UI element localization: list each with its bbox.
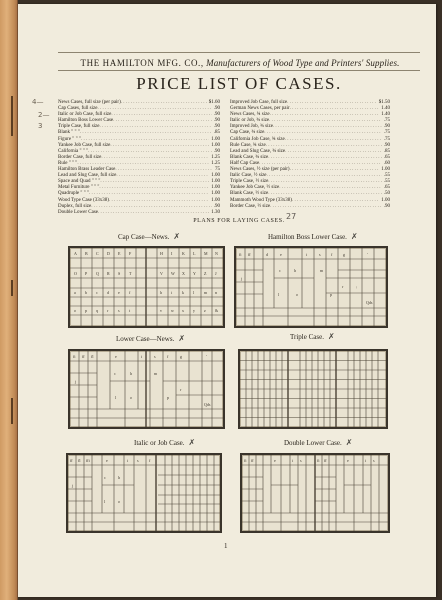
lower-case-grid xyxy=(70,351,223,427)
price-list-right xyxy=(230,100,390,210)
svg-text:g: g xyxy=(343,252,345,257)
svg-text:I: I xyxy=(171,251,173,256)
svg-text:i: i xyxy=(171,290,173,295)
svg-text:r: r xyxy=(107,308,109,313)
price-item-name: Cap Cases, full size xyxy=(58,106,98,112)
price-item-name: Italic or Job Case, full size xyxy=(58,112,112,118)
svg-text:h: h xyxy=(294,268,296,273)
boss-lower-case-diagram xyxy=(234,246,388,328)
lower-case-diagram xyxy=(68,349,225,429)
price-item-price: 1.25 xyxy=(211,154,220,160)
svg-text:h: h xyxy=(118,475,120,480)
check-mark: ✗ xyxy=(188,438,196,447)
svg-text:l: l xyxy=(193,290,195,295)
double-lower-case-diagram xyxy=(240,453,390,533)
leader-dots xyxy=(98,210,209,216)
price-item-name: Improved Job, ¾ size xyxy=(230,124,273,130)
svg-text:;: ; xyxy=(356,284,358,289)
svg-text:Q: Q xyxy=(96,271,99,276)
svg-text:r: r xyxy=(342,284,344,289)
svg-text:f: f xyxy=(331,252,333,257)
case-label-cap: Cap Case—News. ✗ xyxy=(118,232,181,241)
svg-text:ffi: ffi xyxy=(86,458,90,463)
margin-note: 4— xyxy=(32,98,44,106)
svg-text:e: e xyxy=(274,458,276,463)
price-row xyxy=(58,210,220,216)
price-item-name: Quadruple " " " xyxy=(58,191,89,197)
catalog-page xyxy=(18,4,436,597)
price-item-price: 1.40 xyxy=(381,106,390,112)
svg-text:i: i xyxy=(141,354,143,359)
price-item-price: .85 xyxy=(213,130,220,136)
price-item-price: .90 xyxy=(213,124,220,130)
price-item-price: .90 xyxy=(213,203,220,209)
page-title: PRICE LIST OF CASES. xyxy=(136,74,342,93)
svg-text:s: s xyxy=(137,458,139,463)
price-item-name: Blank Case, ¾ size xyxy=(230,154,269,160)
svg-text:fi: fi xyxy=(239,252,242,257)
svg-text:fl: fl xyxy=(78,458,81,463)
price-item-name: Yankee Job Case, ½ size xyxy=(230,185,280,191)
svg-text:p: p xyxy=(330,292,332,297)
svg-text:a: a xyxy=(74,290,76,295)
svg-text:t: t xyxy=(129,308,131,313)
svg-text:j: j xyxy=(241,276,243,281)
svg-text:l: l xyxy=(115,395,117,400)
svg-text:Qds: Qds xyxy=(204,402,211,407)
price-item-name: Duplex, full size xyxy=(58,203,92,209)
svg-text:x: x xyxy=(182,308,184,313)
svg-text:h: h xyxy=(130,371,132,376)
svg-text:ff: ff xyxy=(251,458,254,463)
case-label-lower: Lower Case—News. ✗ xyxy=(116,334,186,343)
price-list-left xyxy=(58,100,220,216)
margin-note: 2— xyxy=(38,111,50,119)
svg-text:l: l xyxy=(278,292,280,297)
svg-text:': ' xyxy=(206,354,207,359)
svg-text:j: j xyxy=(72,483,74,488)
svg-text:c: c xyxy=(96,290,98,295)
italic-case-grid xyxy=(68,455,220,531)
price-item-price: .85 xyxy=(383,148,390,154)
price-item-name: Cap Case, ¾ size xyxy=(230,130,265,136)
price-item-price: 1.00 xyxy=(211,179,220,185)
double-lower-case-grid xyxy=(242,455,388,531)
svg-text:W: W xyxy=(171,271,175,276)
svg-text:b: b xyxy=(85,290,87,295)
price-item-price: .90 xyxy=(383,203,390,209)
price-item-name: Hamilton Brass Leader Case xyxy=(58,167,116,173)
price-item-name: Border Case, ½ size xyxy=(230,203,271,209)
svg-text:B: B xyxy=(85,251,88,256)
svg-text:fi: fi xyxy=(317,458,320,463)
price-item-name: Hamilton Boss Lower Case xyxy=(58,118,114,124)
binding-stitch xyxy=(11,96,13,136)
price-item-name: News Cases, full size (per pair) xyxy=(58,100,121,105)
price-item-price: 1.00 xyxy=(381,197,390,203)
price-item-name: Border Case, full size xyxy=(58,154,102,160)
svg-text:j: j xyxy=(75,379,77,384)
price-item-name: Triple Case, full size xyxy=(58,124,100,130)
svg-text:e: e xyxy=(118,290,120,295)
svg-text:S: S xyxy=(118,271,121,276)
svg-text:ff: ff xyxy=(70,458,73,463)
svg-text:T: T xyxy=(129,271,132,276)
svg-text:fi: fi xyxy=(73,354,76,359)
price-item-name: Improved Job Case, full size xyxy=(230,100,288,105)
cap-case-diagram xyxy=(68,246,225,328)
svg-text:m: m xyxy=(154,371,158,376)
triple-case-diagram xyxy=(238,349,388,429)
case-label-boss: Hamilton Boss Lower Case. ✗ xyxy=(268,232,358,241)
price-item-name: California " " " xyxy=(58,148,89,154)
svg-text:w: w xyxy=(171,308,174,313)
price-item-price: 1.00 xyxy=(211,142,220,148)
svg-text:L: L xyxy=(193,251,196,256)
svg-text:ff: ff xyxy=(248,252,251,257)
svg-text:P: P xyxy=(85,271,88,276)
check-mark: ✗ xyxy=(350,232,358,241)
price-item-price: 1.25 xyxy=(211,160,220,166)
check-mark: ✗ xyxy=(173,232,181,241)
boss-case-grid xyxy=(236,248,386,326)
price-item-price: .55 xyxy=(383,173,390,179)
svg-text:m: m xyxy=(204,290,208,295)
svg-text:q: q xyxy=(96,308,98,313)
binding-stitch xyxy=(11,280,13,296)
price-item-price: .90 xyxy=(213,118,220,124)
price-item-price: 1.00 xyxy=(211,197,220,203)
svg-text:fi: fi xyxy=(244,458,247,463)
svg-text:e: e xyxy=(280,252,282,257)
svg-text:c: c xyxy=(114,371,116,376)
case-label-double: Double Lower Case. ✗ xyxy=(284,438,353,447)
case-label-italic: Italic or Job Case. ✗ xyxy=(134,438,196,447)
price-item-price: .90 xyxy=(383,142,390,148)
price-item-price: 1.00 xyxy=(211,191,220,197)
svg-text:O: O xyxy=(74,271,77,276)
svg-text:A: A xyxy=(74,251,77,256)
price-item-name: Half Cap Case xyxy=(230,160,260,166)
price-item-name: Blank " " " xyxy=(58,130,80,136)
price-item-price: 75 xyxy=(215,167,220,173)
svg-text:c: c xyxy=(104,475,106,480)
price-item-name: News Cases, ¾ size xyxy=(230,112,270,118)
price-item-price: $1.60 xyxy=(208,100,220,105)
svg-text:ff: ff xyxy=(324,458,327,463)
check-mark: ✗ xyxy=(327,332,335,341)
price-item-name: German News Cases, per pair xyxy=(230,106,290,112)
price-row xyxy=(230,204,390,210)
cap-case-grid xyxy=(70,248,223,326)
price-item-name: News Cases, ½ size (per pair) xyxy=(230,167,290,173)
svg-text:k: k xyxy=(182,290,184,295)
price-item-name: Wood Type Case (33x38) xyxy=(58,197,109,203)
price-item-name: Space and Quad " " " xyxy=(58,179,101,185)
svg-text:V: V xyxy=(160,271,163,276)
leader-dots xyxy=(270,204,382,210)
header-top-rule xyxy=(58,52,420,53)
svg-text:p: p xyxy=(167,395,169,400)
price-item-price: .75 xyxy=(383,130,390,136)
svg-text:f: f xyxy=(149,458,151,463)
binding-stitch xyxy=(11,398,13,424)
price-item-name: Mammoth Wood Type (33x38) xyxy=(230,197,292,203)
svg-text:ff: ff xyxy=(82,354,85,359)
price-item-name: Italic Case, ½ size xyxy=(230,173,267,179)
svg-text:z: z xyxy=(204,308,206,313)
svg-text:m: m xyxy=(320,268,324,273)
price-item-price: $1.50 xyxy=(378,100,390,105)
price-item-name: Rule " " " xyxy=(58,160,78,166)
svg-text:D: D xyxy=(107,251,110,256)
svg-text:e: e xyxy=(115,354,117,359)
price-item-name: Italic or Job, ¾ size xyxy=(230,118,270,124)
price-item-price: 1.00 xyxy=(211,185,220,191)
price-item-price: .65 xyxy=(383,154,390,160)
svg-text:s: s xyxy=(300,458,302,463)
svg-text:d: d xyxy=(266,252,268,257)
book-binding xyxy=(0,0,18,600)
margin-note: 3 xyxy=(38,122,43,130)
triple-case-grid xyxy=(240,351,386,427)
header-bottom-rule xyxy=(58,70,420,71)
price-item-price: .75 xyxy=(383,136,390,142)
price-item-price: .75 xyxy=(383,118,390,124)
svg-text:h: h xyxy=(160,290,162,295)
svg-text:F: F xyxy=(129,251,132,256)
svg-text:s: s xyxy=(154,354,156,359)
price-item-price: .90 xyxy=(213,106,220,112)
svg-text:o: o xyxy=(296,292,298,297)
svg-text:': ' xyxy=(367,252,368,257)
price-item-name: Lead and Slug Case, full size xyxy=(58,173,117,179)
company-name: THE HAMILTON MFG. CO., xyxy=(80,58,204,68)
plans-title: PLANS FOR LAYING CASES. xyxy=(193,218,285,224)
svg-text:C: C xyxy=(96,251,99,256)
svg-text:p: p xyxy=(85,308,87,313)
svg-text:o: o xyxy=(74,308,76,313)
price-item-name: Double Lower Case xyxy=(58,209,98,215)
svg-text:K: K xyxy=(182,251,185,256)
svg-text:s: s xyxy=(373,458,375,463)
svg-text:N: N xyxy=(215,251,218,256)
svg-text:&: & xyxy=(215,308,219,313)
case-label-triple: Triple Case. ✗ xyxy=(290,332,335,341)
svg-text:R: R xyxy=(107,271,110,276)
svg-text:i: i xyxy=(127,458,129,463)
svg-text:X: X xyxy=(182,271,185,276)
svg-text:v: v xyxy=(160,308,162,313)
price-item-name: Lead and Slug Case, ¾ size xyxy=(230,148,286,154)
svg-text:E: E xyxy=(118,251,121,256)
svg-text:f: f xyxy=(167,354,169,359)
svg-text:y: y xyxy=(193,308,195,313)
pencil-number: 27 xyxy=(286,212,297,221)
svg-text:e: e xyxy=(106,458,108,463)
price-item-price: .90 xyxy=(213,112,220,118)
price-item-price: .90 xyxy=(213,148,220,154)
price-item-price: 1.30 xyxy=(211,209,220,215)
price-item-price: 1.40 xyxy=(381,112,390,118)
price-item-name: Yankee Job Case, full size xyxy=(58,142,111,148)
svg-text:s: s xyxy=(319,252,321,257)
svg-text:l: l xyxy=(104,499,106,504)
svg-text:d: d xyxy=(107,290,109,295)
svg-text:H: H xyxy=(160,251,163,256)
price-item-name: Triple Case, ½ size xyxy=(230,179,269,185)
price-item-name: California Job Case, ¾ size xyxy=(230,136,285,142)
company-tagline: Manufacturers of Wood Type and Printers' Supplies. xyxy=(206,58,400,68)
price-item-price: 1.00 xyxy=(381,167,390,173)
price-item-price: 1.00 xyxy=(211,173,220,179)
svg-text:s: s xyxy=(118,308,120,313)
svg-text:i: i xyxy=(306,252,308,257)
svg-text:r: r xyxy=(180,387,182,392)
svg-text:g: g xyxy=(180,354,182,359)
page-number: 1 xyxy=(224,542,228,550)
check-mark: ✗ xyxy=(345,438,353,447)
page-header xyxy=(60,58,420,68)
svg-text:M: M xyxy=(204,251,208,256)
svg-text:Y: Y xyxy=(193,271,196,276)
price-item-price: .65 xyxy=(383,185,390,191)
price-item-price: .55 xyxy=(383,179,390,185)
price-item-name: Metal Furniture " " " xyxy=(58,185,100,191)
svg-text:J: J xyxy=(215,271,217,276)
price-item-price: .90 xyxy=(383,124,390,130)
svg-text:i: i xyxy=(292,458,294,463)
check-mark: ✗ xyxy=(178,334,186,343)
svg-text:o: o xyxy=(118,499,120,504)
svg-text:f: f xyxy=(129,290,131,295)
svg-text:i: i xyxy=(365,458,367,463)
svg-text:Z: Z xyxy=(204,271,207,276)
price-item-name: Blank Case, ½ size xyxy=(230,191,269,197)
price-item-name: Rule Case, ¾ size xyxy=(230,142,266,148)
svg-text:e: e xyxy=(347,458,349,463)
price-item-name: Figure " " " xyxy=(58,136,81,142)
italic-case-diagram xyxy=(66,453,222,533)
svg-text:c: c xyxy=(279,268,281,273)
price-item-price: .60 xyxy=(383,160,390,166)
svg-text:o: o xyxy=(130,395,132,400)
svg-text:Qds: Qds xyxy=(366,300,373,305)
svg-text:fl: fl xyxy=(91,354,94,359)
price-item-price: 1.00 xyxy=(211,136,220,142)
svg-text:n: n xyxy=(215,290,217,295)
price-item-price: .50 xyxy=(383,191,390,197)
